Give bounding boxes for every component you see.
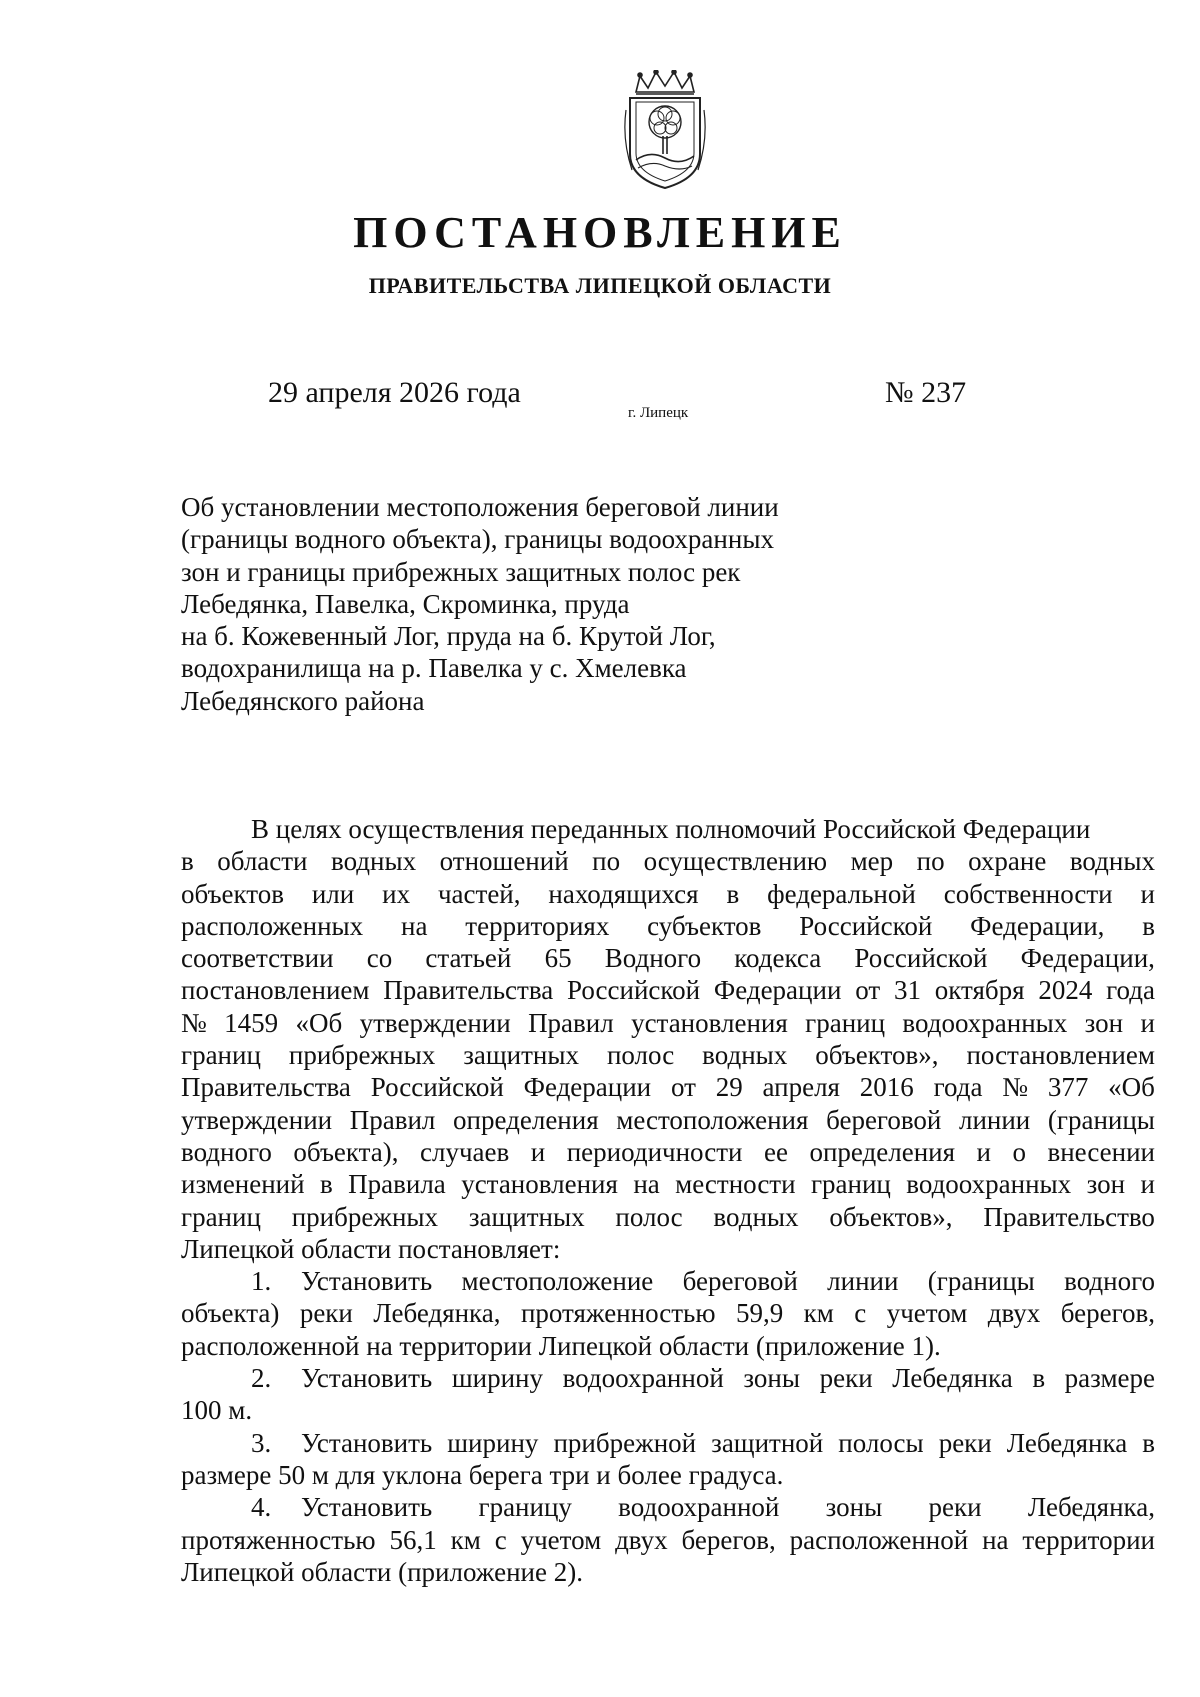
preamble-line <box>181 1136 1155 1168</box>
word: «Об <box>1108 1072 1155 1103</box>
word: 65 <box>544 943 572 974</box>
word: в <box>726 878 740 909</box>
word: территориях <box>465 910 610 941</box>
word: объектов <box>181 878 284 909</box>
preamble-line <box>181 845 1155 877</box>
word: в <box>320 1169 333 1200</box>
word: и <box>1140 1169 1155 1200</box>
item-last-line: расположенной на территории Липецкой области (приложение 1). <box>181 1330 941 1361</box>
word: в <box>1032 1363 1046 1394</box>
word: Правительства <box>181 1072 351 1103</box>
word: федеральной <box>767 878 916 909</box>
preamble-line <box>181 974 1155 1006</box>
word: по <box>592 846 621 877</box>
item-number: 4. <box>251 1492 272 1523</box>
word: прибрежных <box>291 1201 439 1232</box>
word: защитных <box>468 1201 585 1232</box>
document-number: № 237 <box>885 376 967 409</box>
word: от <box>670 1072 696 1103</box>
word: Российской <box>370 1072 504 1103</box>
item-line <box>181 1297 1155 1329</box>
word: изменений <box>181 1169 305 1200</box>
word: границ <box>810 1169 891 1200</box>
word: 59,9 <box>735 1298 784 1329</box>
word: и <box>1140 1007 1155 1038</box>
word: № <box>181 1007 207 1038</box>
word: км <box>803 1298 834 1329</box>
item-first-line-text <box>301 1265 1155 1297</box>
word: полосы <box>838 1427 924 1458</box>
word: границ <box>805 1007 886 1038</box>
word: зон <box>1086 1169 1126 1200</box>
word: субъектов <box>647 910 762 941</box>
item-last-line: 100 м. <box>181 1395 253 1426</box>
word: в <box>181 846 194 877</box>
word: Установить <box>301 1492 433 1523</box>
preamble-line <box>181 878 1155 910</box>
document-city: г. Липецк <box>628 405 689 421</box>
title-line: Об установлении местоположения береговой линии <box>181 492 779 522</box>
word: «Об <box>295 1007 343 1038</box>
word: учетом <box>520 1524 602 1555</box>
word: ширину <box>447 1427 539 1458</box>
word: Установить <box>301 1266 433 1297</box>
word: охране <box>968 846 1047 877</box>
word: Правила <box>348 1169 446 1200</box>
preamble-line <box>181 1201 1155 1233</box>
word: собственности <box>943 878 1113 909</box>
word: установления <box>461 1169 618 1200</box>
item-first-line <box>181 1362 1155 1394</box>
document-issuer: ПРАВИТЕЛЬСТВА ЛИПЕЦКОЙ ОБЛАСТИ <box>368 273 832 298</box>
item-number: 2. <box>251 1363 272 1394</box>
item-first-line <box>181 1427 1155 1459</box>
item-number: 1. <box>251 1266 272 1297</box>
word: утверждении <box>359 1007 511 1038</box>
word: (границы <box>927 1266 1035 1297</box>
word: года <box>1106 975 1155 1006</box>
word: 29 <box>715 1072 743 1103</box>
document-body <box>181 813 1155 1588</box>
word: Водного <box>604 943 702 974</box>
item-number: 3. <box>251 1427 272 1458</box>
word: реки <box>928 1492 982 1523</box>
word: объекта) <box>181 1298 280 1329</box>
word: внесении <box>1047 1136 1155 1167</box>
word: границ <box>181 1040 261 1071</box>
word: их <box>382 878 411 909</box>
word: Лебедянка, <box>373 1298 501 1329</box>
document-date: 29 апреля 2026 года <box>268 376 521 409</box>
word: двух <box>987 1298 1041 1329</box>
word: на <box>982 1524 1009 1555</box>
word: Установить <box>301 1363 433 1394</box>
word: Лебедянка <box>1006 1427 1128 1458</box>
word: зоны <box>825 1492 883 1523</box>
word: двух <box>615 1524 668 1555</box>
word: Лебедянка, <box>1027 1492 1155 1523</box>
word: года <box>933 1072 983 1103</box>
word: Российской <box>799 910 933 941</box>
item-line <box>181 1524 1155 1556</box>
word: ее <box>763 1136 788 1167</box>
word: 1459 <box>224 1007 279 1038</box>
word: линии <box>958 1104 1031 1135</box>
word: зон <box>1084 1007 1124 1038</box>
word: Российской <box>567 975 701 1006</box>
word: водного <box>181 1136 272 1167</box>
word: водоохранных <box>906 1169 1072 1200</box>
word: с <box>854 1298 867 1329</box>
word: соответствии <box>181 943 334 974</box>
item-last-line: Липецкой области (приложение 2). <box>181 1556 583 1587</box>
preamble-line <box>181 942 1155 974</box>
word: прибрежной <box>553 1427 697 1458</box>
word: береговой <box>682 1266 798 1297</box>
word: с <box>494 1524 507 1555</box>
title-line: Лебедянского района <box>181 685 425 716</box>
word: отношений <box>439 846 569 877</box>
lipetsk-coat-of-arms-icon <box>622 70 708 192</box>
resolution-item <box>181 1491 1155 1588</box>
word: Лебедянка <box>892 1363 1013 1394</box>
word: на <box>633 1169 660 1200</box>
word: водного <box>1064 1266 1155 1297</box>
preamble-line <box>181 1168 1155 1200</box>
word: от <box>855 975 881 1006</box>
preamble-line <box>181 1039 1155 1071</box>
word: расположенных <box>181 910 364 941</box>
word: Федерации, <box>970 910 1105 941</box>
word: учетом <box>886 1298 968 1329</box>
word: осуществлению <box>643 846 828 877</box>
word: Установить <box>301 1427 433 1458</box>
word: 2016 <box>859 1072 914 1103</box>
word: расположенной <box>789 1524 969 1555</box>
word: 31 <box>893 975 921 1006</box>
word: апреля <box>762 1072 840 1103</box>
word: постановлением <box>966 1040 1155 1071</box>
item-first-line-text <box>301 1491 1155 1523</box>
word: и <box>976 1136 991 1167</box>
word: границ <box>181 1201 261 1232</box>
word: находящихся <box>548 878 699 909</box>
word: Правительства <box>383 975 554 1006</box>
word: объектов», <box>829 1201 953 1232</box>
word: границу <box>478 1492 572 1523</box>
word: км <box>450 1524 481 1555</box>
word: периодичности <box>566 1136 743 1167</box>
title-line: водохранилища на р. Павелка у с. Хмелевка <box>181 653 687 684</box>
preamble-line <box>181 1071 1155 1103</box>
word: постановлением <box>181 975 370 1006</box>
word: установления <box>631 1007 788 1038</box>
word: водоохранных <box>902 1007 1068 1038</box>
resolution-item <box>181 1427 1155 1492</box>
word: Российской <box>854 943 988 974</box>
word: Правительство <box>983 1201 1155 1232</box>
word: Федерации, <box>1020 943 1155 974</box>
resolution-item <box>181 1362 1155 1427</box>
item-first-line-text <box>301 1427 1155 1459</box>
word: водоохранной <box>562 1363 724 1394</box>
word: реки <box>938 1427 992 1458</box>
word: определения <box>809 1136 956 1167</box>
item-first-line <box>181 1265 1155 1297</box>
word: октября <box>934 975 1025 1006</box>
resolution-items <box>181 1265 1155 1588</box>
word: Федерации <box>713 975 842 1006</box>
word: статьей <box>425 943 512 974</box>
item-first-line <box>181 1491 1155 1523</box>
item-last-line: размере 50 м для уклона берега три и более градуса. <box>181 1459 784 1490</box>
word: местности <box>675 1169 796 1200</box>
word: водоохранной <box>618 1492 780 1523</box>
word: и <box>1140 878 1155 909</box>
title-line: зон и границы прибрежных защитных полос рек <box>181 556 741 587</box>
word: частей, <box>437 878 521 909</box>
word: полос <box>615 1201 683 1232</box>
preamble-line <box>181 1104 1155 1136</box>
word: местоположение <box>461 1266 654 1297</box>
word: прибрежных <box>288 1040 436 1071</box>
word: полос <box>606 1040 675 1071</box>
word: в <box>1142 910 1155 941</box>
preamble-lines <box>181 845 1155 1233</box>
preamble-first-line: В целях осуществления переданных полномочий Российской Федерации <box>251 814 1091 844</box>
word: Правил <box>528 1007 614 1038</box>
word: водных <box>331 846 417 877</box>
word: кодекса <box>734 943 822 974</box>
word: Федерации <box>523 1072 652 1103</box>
word: № <box>1002 1072 1029 1103</box>
resolution-item <box>181 1265 1155 1362</box>
word: водных <box>702 1040 788 1071</box>
word: защитной <box>711 1427 824 1458</box>
word: 377 <box>1047 1072 1089 1103</box>
word: водных <box>713 1201 799 1232</box>
word: протяженностью <box>520 1298 716 1329</box>
word: по <box>916 846 945 877</box>
word: водных <box>1069 846 1155 877</box>
word: реки <box>819 1363 873 1394</box>
word: ширину <box>451 1363 543 1394</box>
word: Правил <box>349 1104 436 1135</box>
document-type: ПОСТАНОВЛЕНИЕ <box>353 208 847 257</box>
title-line: Лебедянка, Павелка, Скроминка, пруда <box>181 588 630 619</box>
word: берегов, <box>1060 1298 1155 1329</box>
preamble-last-line: Липецкой области постановляет: <box>181 1233 561 1264</box>
preamble-line <box>181 1007 1155 1039</box>
word: (границы <box>1047 1104 1155 1135</box>
word: берегов, <box>681 1524 776 1555</box>
word: 56,1 <box>389 1524 437 1555</box>
title-line: на б. Кожевенный Лог, пруда на б. Крутой Лог, <box>181 621 716 652</box>
word: определения <box>453 1104 599 1135</box>
preamble-line <box>181 910 1155 942</box>
word: утверждении <box>181 1104 333 1135</box>
word: или <box>311 878 355 909</box>
word: линии <box>827 1266 899 1297</box>
word: случаев <box>420 1136 510 1167</box>
word: территории <box>1022 1524 1155 1555</box>
word: 2024 <box>1038 975 1093 1006</box>
word: в <box>1142 1427 1155 1458</box>
word: на <box>401 910 428 941</box>
word: протяженностью <box>181 1524 376 1555</box>
word: со <box>366 943 393 974</box>
word: защитных <box>463 1040 579 1071</box>
word: реки <box>299 1298 353 1329</box>
word: мер <box>850 846 894 877</box>
word: области <box>217 846 308 877</box>
word: размере <box>1064 1363 1155 1394</box>
word: объекта), <box>293 1136 399 1167</box>
word: зоны <box>743 1363 800 1394</box>
word: и <box>530 1136 546 1167</box>
title-line: (границы водного объекта), границы водоохранных <box>181 524 774 555</box>
word: объектов», <box>815 1040 939 1071</box>
word: местоположения <box>616 1104 809 1135</box>
document-title <box>181 491 881 717</box>
word: береговой <box>826 1104 942 1135</box>
item-first-line-text <box>301 1362 1155 1394</box>
word: о <box>1012 1136 1026 1167</box>
